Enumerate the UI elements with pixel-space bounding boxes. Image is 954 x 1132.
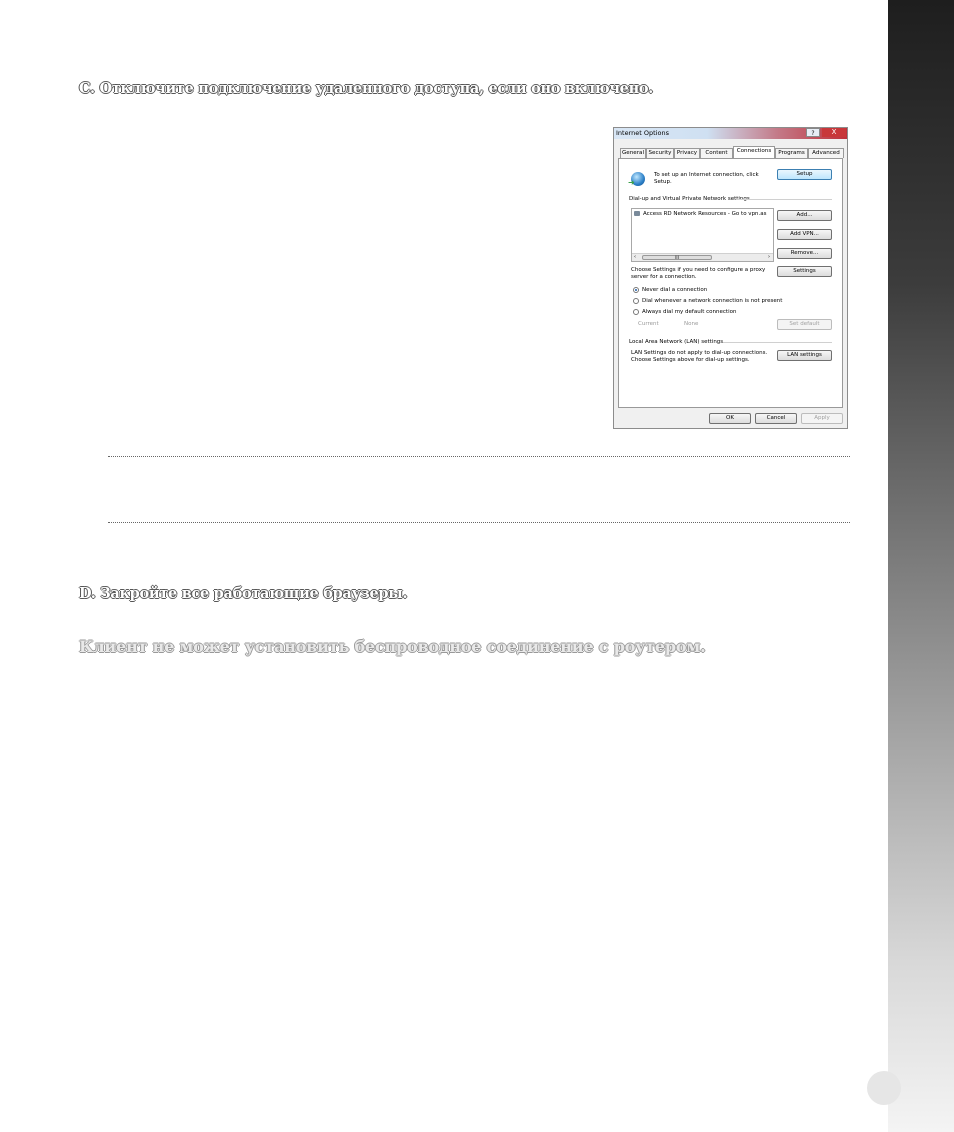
- list-item[interactable]: Access RD Network Resources - Go to vpn.as: [643, 211, 767, 217]
- tab-security[interactable]: Security: [646, 148, 674, 158]
- tab-connections[interactable]: Connections: [733, 146, 775, 158]
- vpn-connection-icon: [634, 211, 640, 216]
- radio-never-dial[interactable]: [633, 287, 639, 293]
- vpn-section-divider: [737, 199, 832, 200]
- dotted-divider-top: [108, 456, 850, 457]
- choose-text-line1: Choose Settings if you need to configure a proxy: [631, 267, 766, 273]
- close-icon[interactable]: X: [822, 128, 846, 137]
- side-tab-bar: [888, 0, 954, 1132]
- current-label: Current: [638, 321, 659, 327]
- radio-label-never-dial: Never dial a connection: [642, 287, 708, 293]
- heading-client: Клиент не может установить беспроводное соединение с роутером.: [79, 637, 706, 656]
- tab-general[interactable]: General: [621, 150, 645, 156]
- add-vpn-button[interactable]: Add VPN...: [777, 229, 832, 240]
- internet-options-dialog: [613, 127, 848, 429]
- dialog-title: Internet Options: [616, 129, 669, 137]
- tab-programs[interactable]: Programs: [775, 148, 808, 158]
- remove-button[interactable]: Remove...: [777, 248, 832, 259]
- dotted-divider-bottom: [108, 522, 850, 523]
- vpn-section-label: Dial-up and Virtual Private Network settings: [629, 196, 750, 202]
- choose-text-line2: server for a connection.: [631, 274, 697, 280]
- radio-always-dial[interactable]: [633, 309, 639, 315]
- lan-settings-button[interactable]: LAN settings: [777, 350, 832, 361]
- page-number-circle: [867, 1071, 901, 1105]
- setup-text-line1: To set up an Internet connection, click: [654, 172, 759, 178]
- radio-dial-whenever[interactable]: [633, 298, 639, 304]
- ok-button[interactable]: OK: [709, 413, 751, 424]
- setup-text-line2: Setup.: [654, 179, 672, 185]
- radio-label-always-dial: Always dial my default connection: [642, 309, 737, 315]
- heading-c: C. Отключите подключение удаленного доступа, если оно включено.: [79, 80, 654, 97]
- arrow-icon: ➜: [628, 178, 635, 187]
- lan-text-line1: LAN Settings do not apply to dial-up connections.: [631, 350, 768, 356]
- radio-label-dial-whenever: Dial whenever a network connection is not present: [642, 298, 783, 304]
- connection-listbox[interactable]: [631, 208, 774, 262]
- lan-section-label: Local Area Network (LAN) settings: [629, 339, 724, 345]
- horizontal-scrollbar[interactable]: [632, 253, 773, 261]
- lan-section-divider: [723, 342, 832, 343]
- dialog-titlebar[interactable]: [614, 128, 847, 139]
- apply-button[interactable]: Apply: [801, 413, 843, 424]
- scroll-right-icon[interactable]: ›: [768, 254, 770, 260]
- tab-content[interactable]: Content: [700, 148, 733, 158]
- settings-button[interactable]: Settings: [777, 266, 832, 277]
- scroll-left-icon[interactable]: ‹: [634, 254, 636, 260]
- setup-button[interactable]: Setup: [777, 169, 832, 180]
- current-value: None: [684, 321, 699, 327]
- lan-text-line2: Choose Settings above for dial-up settings.: [631, 357, 750, 363]
- tab-advanced[interactable]: Advanced: [808, 148, 844, 158]
- cancel-button[interactable]: Cancel: [755, 413, 797, 424]
- help-icon[interactable]: ?: [806, 128, 820, 137]
- set-default-button[interactable]: Set default: [777, 319, 832, 330]
- tab-privacy[interactable]: Privacy: [674, 148, 700, 158]
- add-button[interactable]: Add...: [777, 210, 832, 221]
- scroll-thumb[interactable]: III: [642, 255, 712, 260]
- heading-d: D. Закройте все работающие браузеры.: [79, 585, 408, 602]
- connections-panel: [618, 158, 843, 408]
